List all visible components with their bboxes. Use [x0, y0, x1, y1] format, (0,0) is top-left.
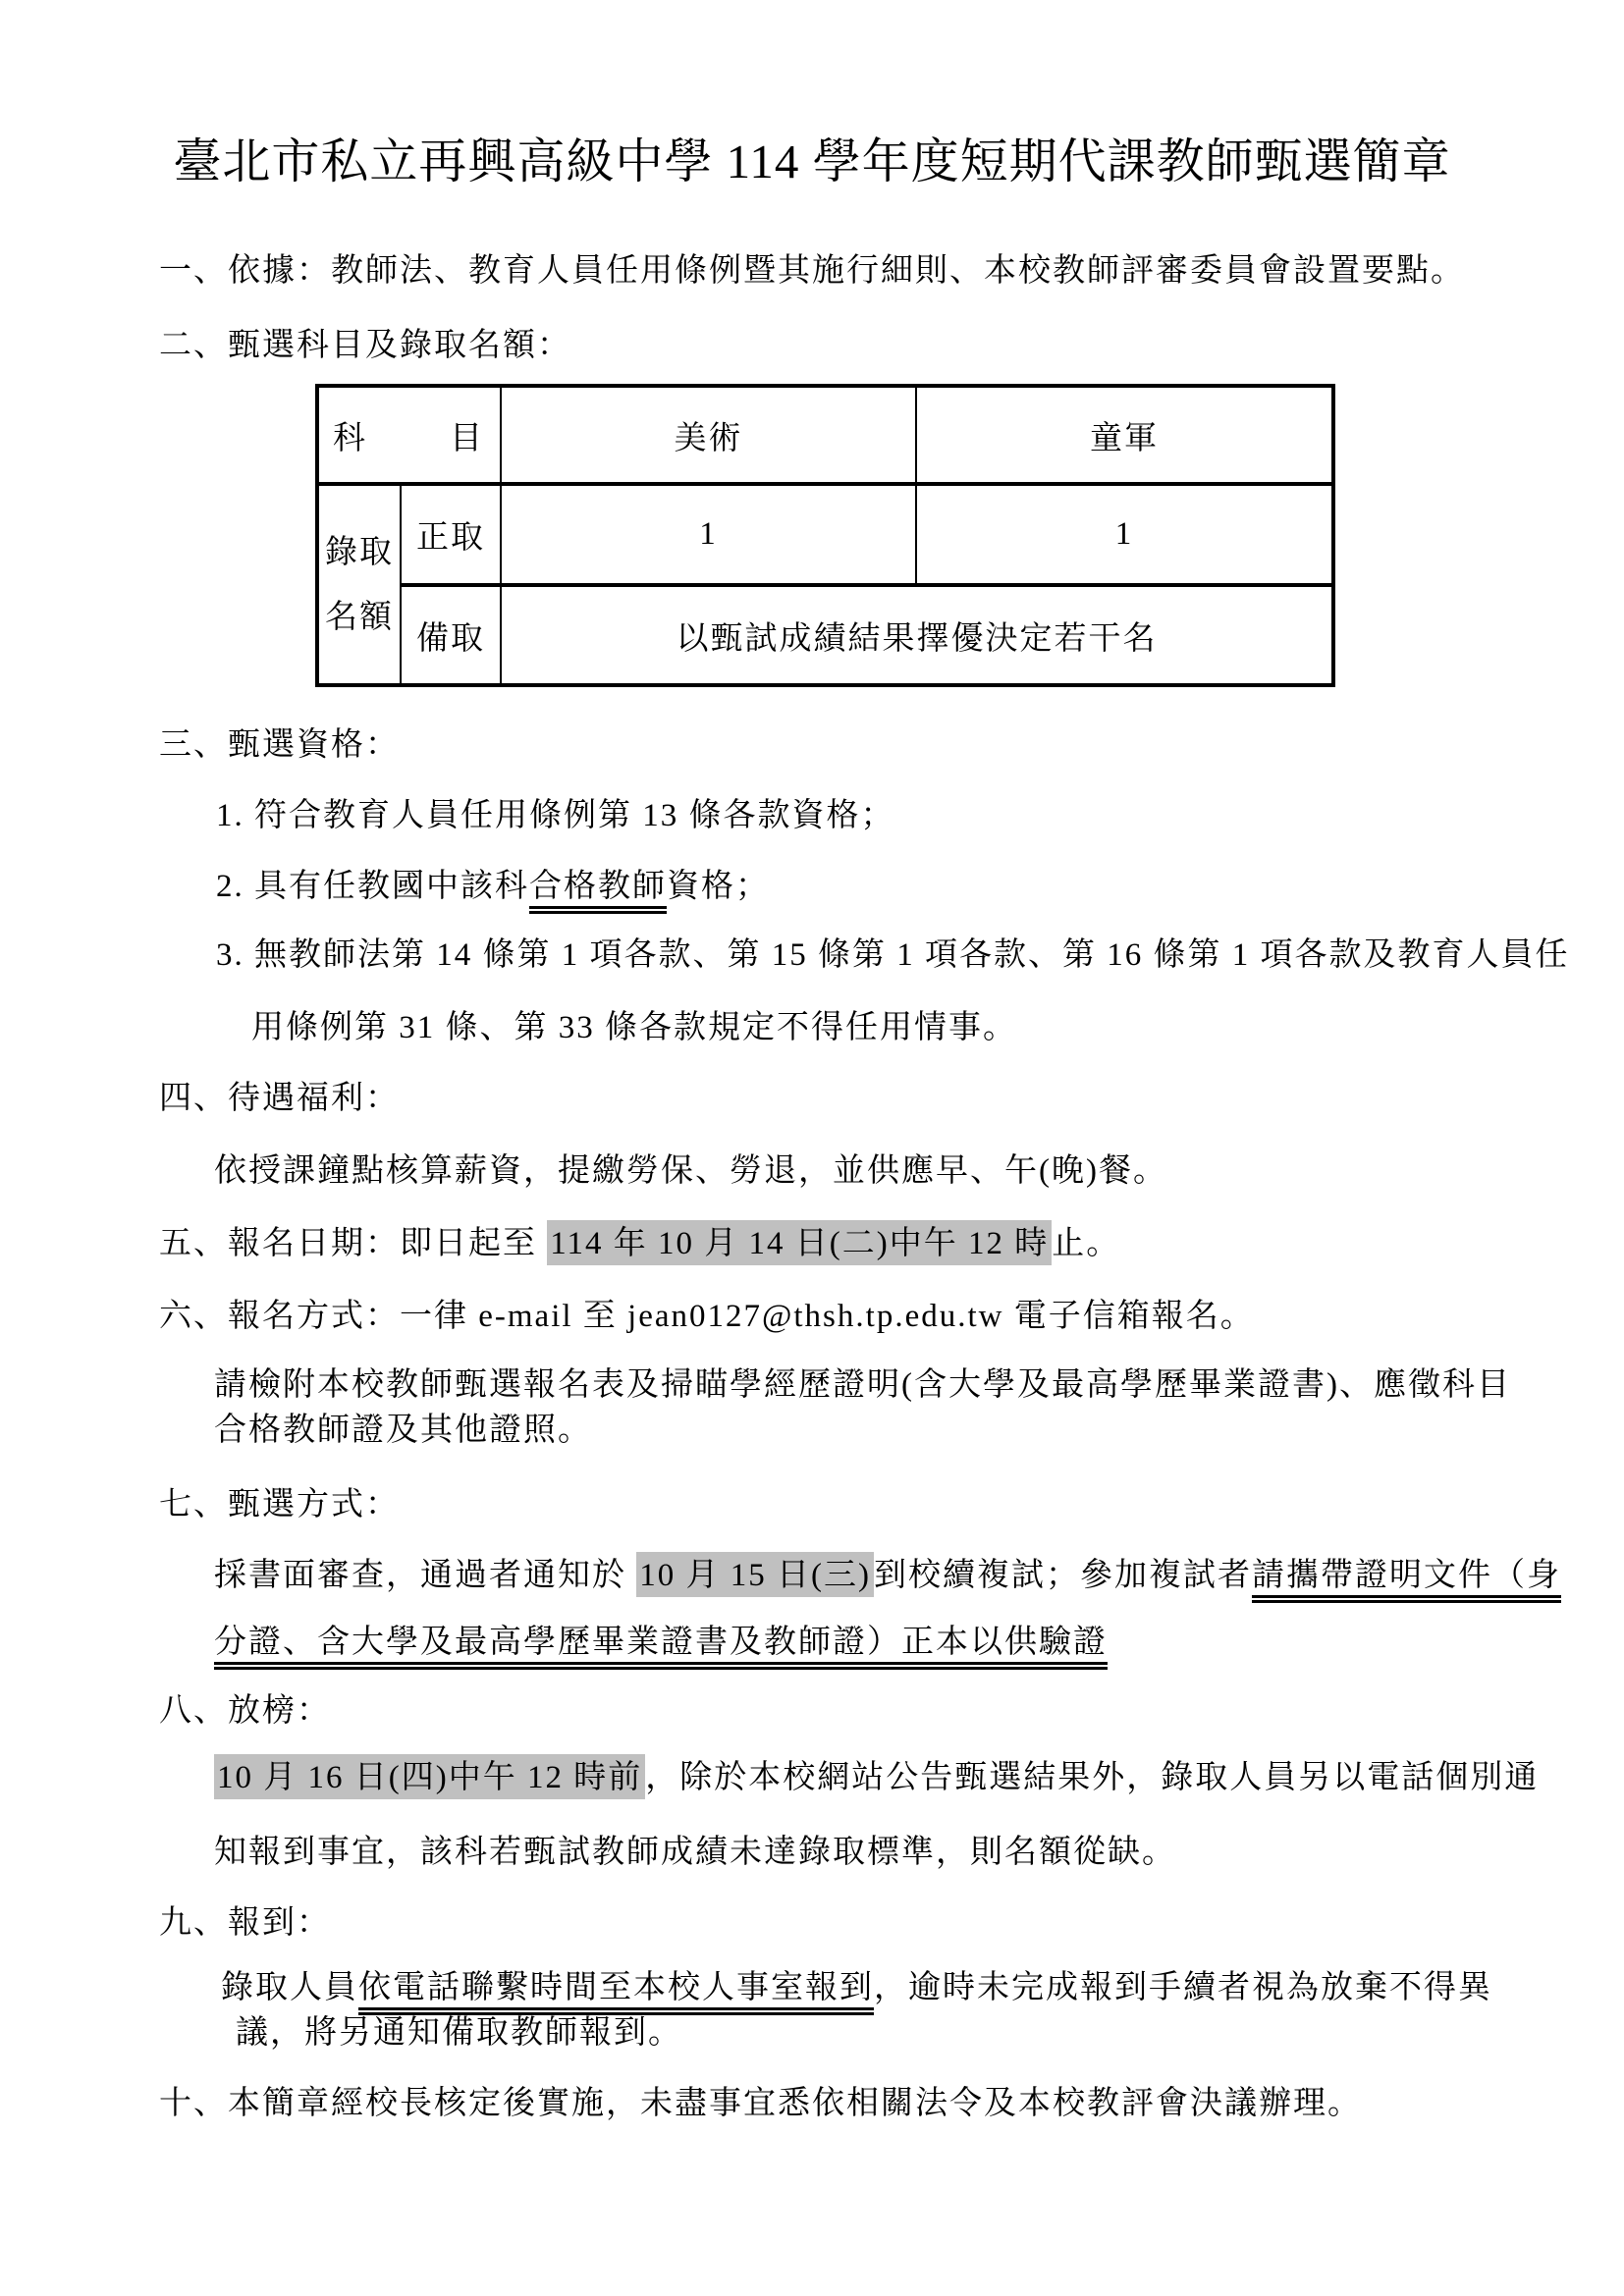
- section-9-heading: 九、報到：: [159, 1905, 331, 1941]
- quota-table: [315, 384, 1335, 687]
- section-5-highlighted-deadline: 114 年 10 月 14 日(二)中午 12 時: [547, 1220, 1052, 1265]
- section-9-line-1-underlined: 依電話聯繫時間至本校人事室報到: [358, 1970, 874, 2015]
- section-3-item-2-underlined: 合格教師: [529, 869, 667, 914]
- section-8-heading: 八、放榜：: [159, 1693, 331, 1729]
- quota-label-line1: 錄取: [325, 534, 394, 570]
- section-3-item-2-post: 資格；: [667, 869, 770, 904]
- quota-label-line2: 名額: [325, 599, 394, 635]
- section-7-line-1-mid: 到校續複試；參加複試者: [873, 1558, 1252, 1593]
- section-7-line-1-pre: 採書面審查，通過者通知於: [214, 1558, 637, 1593]
- section-9-body-line-1: [221, 1966, 1492, 2009]
- section-8-body-line-2: 知報到事宜，該科若甄試教師成績未達錄取標準，則名額從缺。: [214, 1835, 1176, 1870]
- section-3-item-3-line-1: 3. 無教師法第 14 條第 1 項各款、第 15 條第 1 項各款、第 16 條第 1 項各款及教育人員任: [216, 937, 1570, 973]
- section-5-registration-date: [159, 1222, 1120, 1265]
- regular-admission-art-value: 1: [501, 484, 916, 585]
- subject-header-cell: [317, 386, 501, 484]
- subject-label-left: 科: [333, 420, 367, 456]
- section-7-line-1-underlined: 請攜帶證明文件（身: [1252, 1558, 1561, 1603]
- section-6-body-line-1: 請檢附本校教師甄選報名表及掃瞄學經歷證明(含大學及最高學歷畢業證書)、應徵科目: [214, 1367, 1511, 1403]
- section-7-highlighted-date: 10 月 15 日(三): [636, 1552, 874, 1597]
- section-7-line-2-underlined: 分證、含大學及最高學歷畢業證書及教師證）正本以供驗證: [214, 1625, 1108, 1670]
- subject-art-cell: 美術: [501, 386, 916, 484]
- section-10-final-provision: 十、本簡章經校長核定後實施，未盡事宜悉依相關法令及本校教評會決議辦理。: [159, 2086, 1362, 2121]
- section-4-heading: 四、待遇福利：: [159, 1081, 400, 1116]
- quota-label-cell: [317, 484, 401, 685]
- section-6-body-line-2: 合格教師證及其他證照。: [214, 1413, 592, 1448]
- section-3-item-1: 1. 符合教育人員任用條例第 13 條各款資格；: [216, 798, 895, 833]
- subject-scout-cell: 童軍: [916, 386, 1333, 484]
- section-6-heading: 六、報名方式：一律 e-mail 至 jean0127@thsh.tp.edu.tw 電子信箱報名。: [159, 1299, 1255, 1334]
- subject-label-right: 目: [450, 420, 484, 456]
- section-3-item-3-line-2: 用條例第 31 條、第 33 條各款規定不得任用情事。: [251, 1010, 1017, 1045]
- section-8-body-line-1: [214, 1756, 1539, 1799]
- section-2-heading: 二、甄選科目及錄取名額：: [159, 328, 571, 363]
- document-title: 臺北市私立再興高級中學 114 學年度短期代課教師甄選簡章: [173, 134, 1451, 188]
- backup-admission-label: 備取: [401, 585, 501, 685]
- section-5-post: 止。: [1052, 1226, 1121, 1261]
- section-3-item-2-pre: 2. 具有任教國中該科: [216, 869, 529, 904]
- section-8-highlighted-date: 10 月 16 日(四)中午 12 時前: [214, 1754, 645, 1799]
- section-1-basis: 一、依據：教師法、教育人員任用條例暨其施行細則、本校教師評審委員會設置要點。: [159, 253, 1465, 289]
- section-5-pre: 五、報名日期：即日起至: [159, 1226, 548, 1261]
- backup-admission-value: 以甄試成績結果擇優決定若干名: [501, 585, 1333, 685]
- section-7-body-line-2: [214, 1621, 1108, 1664]
- regular-admission-label: 正取: [401, 484, 501, 585]
- section-7-body-line-1: [214, 1554, 1561, 1597]
- section-9-line-1-pre: 錄取人員: [221, 1970, 358, 2005]
- section-9-line-1-rest: ，逾時未完成報到手續者視為放棄不得異: [874, 1970, 1492, 2005]
- section-9-body-line-2: 議，將另通知備取教師報到。: [236, 2015, 682, 2051]
- section-3-item-2: [216, 865, 770, 908]
- section-3-heading: 三、甄選資格：: [159, 727, 400, 763]
- section-7-heading: 七、甄選方式：: [159, 1487, 400, 1522]
- section-4-body: 依授課鐘點核算薪資，提繳勞保、勞退，並供應早、午(晚)餐。: [214, 1153, 1167, 1189]
- section-8-line-1-rest: ，除於本校網站公告甄選結果外，錄取人員另以電話個別通: [645, 1760, 1540, 1795]
- regular-admission-scout-value: 1: [916, 484, 1333, 585]
